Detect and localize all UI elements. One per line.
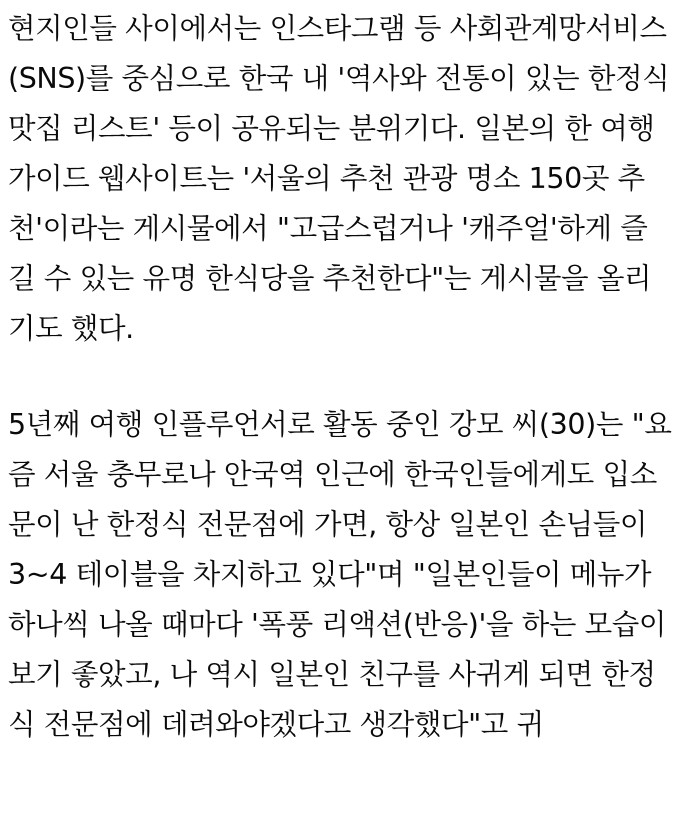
article-paragraph-1: 현지인들 사이에서는 인스타그램 등 사회관계망서비스(SNS)를 중심으로 한국 내 '역사와 전통이 있는 한정식 맛집 리스트' 등이 공유되는 분위기다. 일본의 한 여행 가이드 웹사이트는 '서울의 추천 관광 명소 150곳 추천'이라는 게시물에서 "고급스럽거나 '캐주얼'하게 즐길 수 있는 유명 한식당을 추천한다"는 게시물을 올리기도 했다. (8, 12, 670, 345)
article-paragraph-2: 5년째 여행 인플루언서로 활동 중인 강모 씨(30)는 "요즘 서울 충무로나 안국역 인근에 한국인들에게도 입소문이 난 한정식 전문점에 가면, 항상 일본인 손님들이 3~4 테이블을 차지하고 있다"며 "일본인들이 메뉴가 하나씩 나올 때마다 '폭풍 리액션(반응)'을 하는 모습이 보기 좋았고, 나 역시 일본인 친구를 사귀게 되면 한정식 전문점에 데려와야겠다고 생각했다"고 귀 (8, 408, 672, 741)
